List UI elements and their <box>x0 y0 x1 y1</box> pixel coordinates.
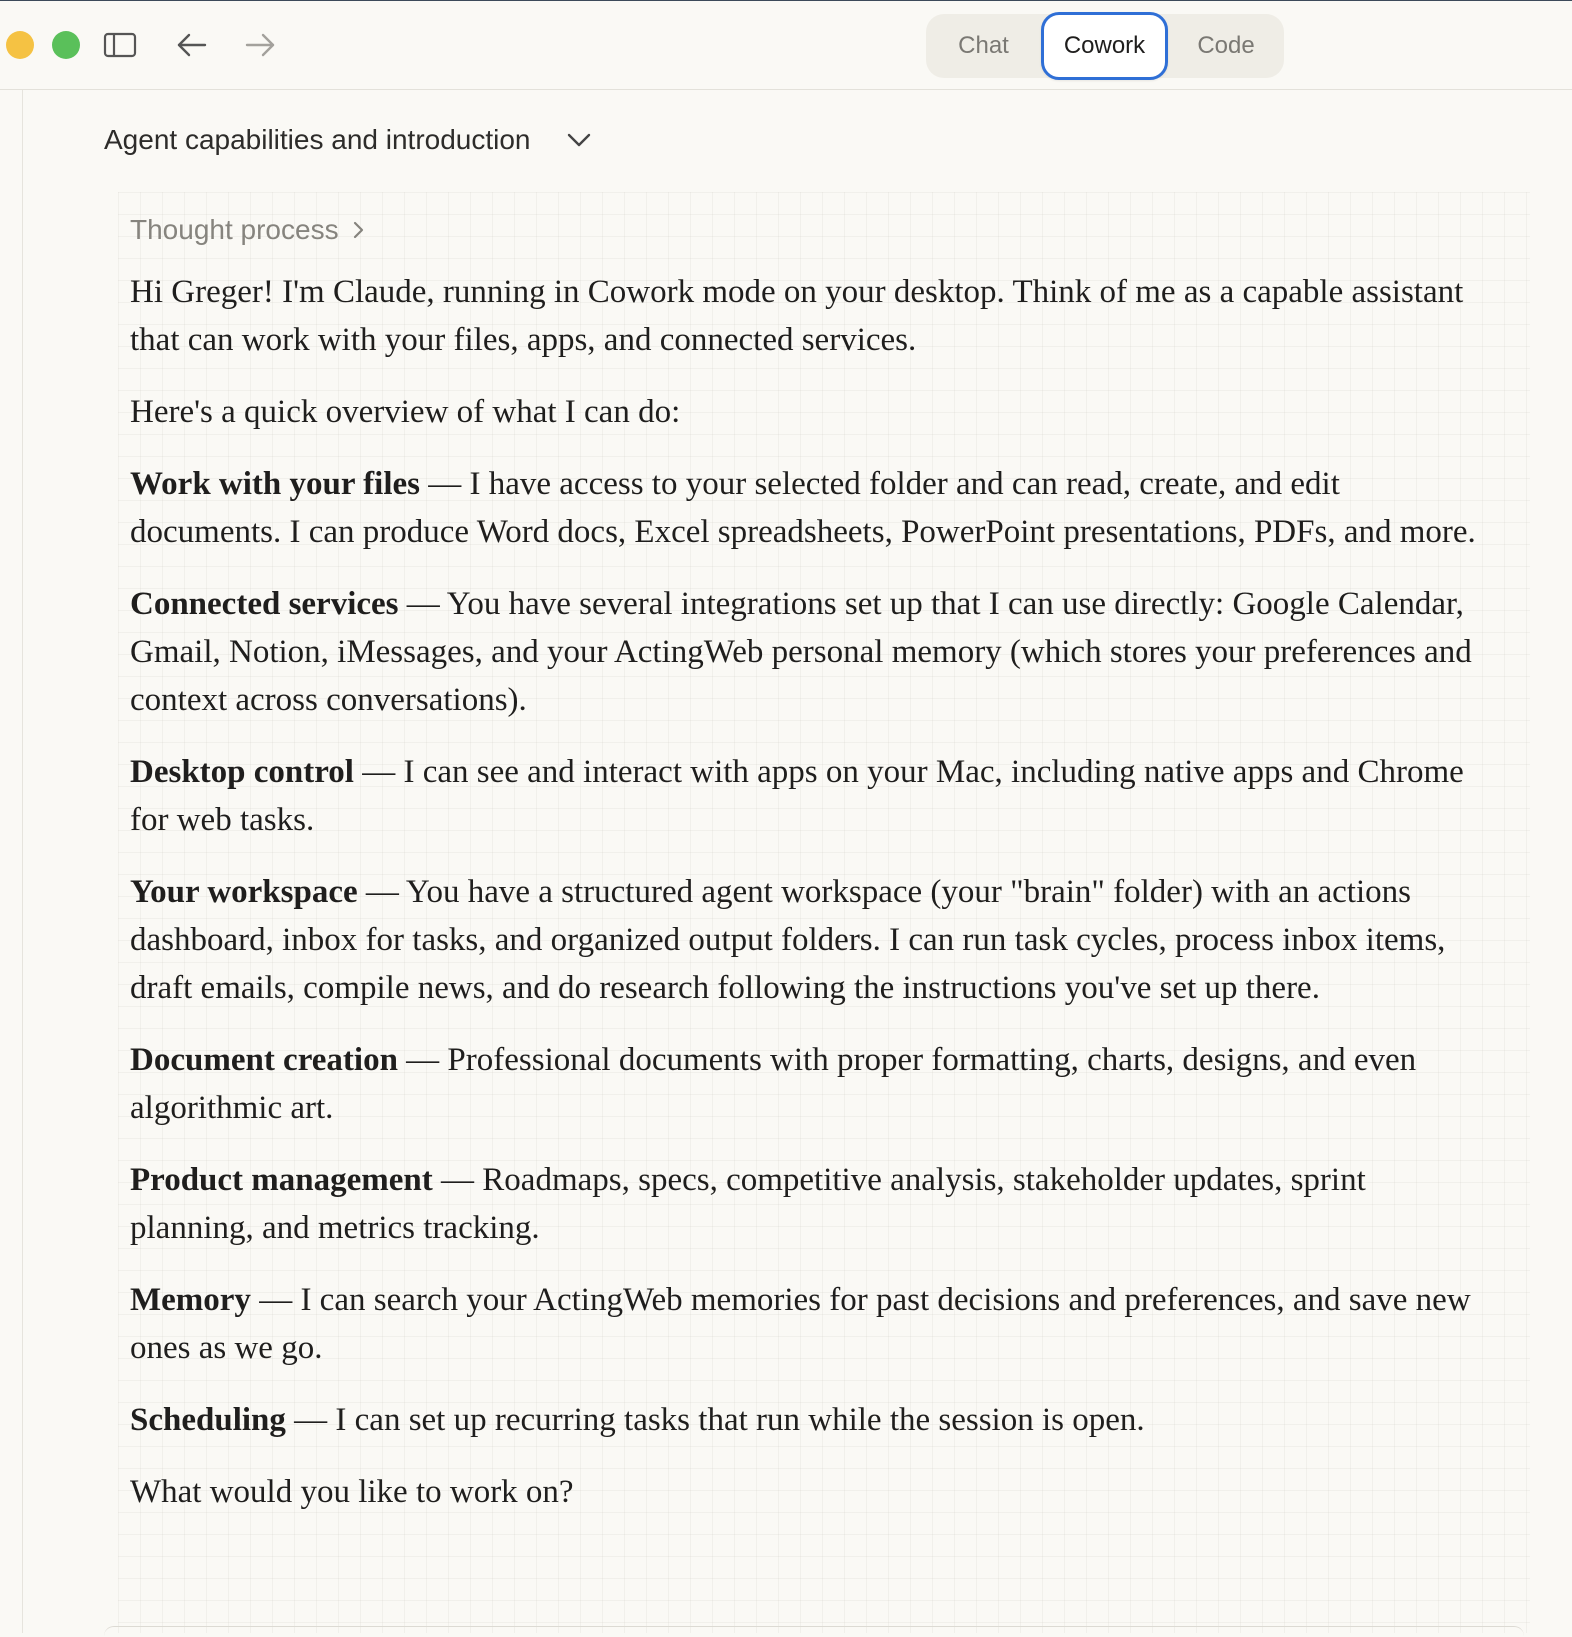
thought-process-toggle[interactable] <box>130 210 365 250</box>
tab-cowork[interactable]: Cowork <box>1041 12 1168 80</box>
conversation-title: Agent capabilities and introduction <box>104 124 531 155</box>
message-closing: What would you like to work on? <box>130 1474 574 1510</box>
tab-code[interactable]: Code <box>1197 32 1255 59</box>
capability-item <box>130 1396 1490 1444</box>
capability-item <box>130 1276 1490 1372</box>
zoom-window-button[interactable] <box>52 31 80 59</box>
capability-item <box>130 1036 1490 1132</box>
arrow-left-icon[interactable] <box>174 27 210 63</box>
capability-item <box>130 748 1490 844</box>
assistant-message <box>130 268 1490 1540</box>
capability-title: Desktop control <box>130 754 354 790</box>
sidebar-divider <box>22 90 23 1633</box>
title-bar <box>0 0 1572 90</box>
capability-item <box>130 580 1490 724</box>
capability-text: — Professional documents with proper formatting, charts, designs, and even algorithmic art. <box>130 1042 1417 1126</box>
thought-process-label: Thought process <box>130 214 339 245</box>
capability-title: Document creation <box>130 1042 398 1078</box>
chevron-right-icon <box>353 220 365 240</box>
capability-title: Product management <box>130 1162 433 1198</box>
message-overview: Here's a quick overview of what I can do: <box>130 394 681 430</box>
capability-text: — I have access to your selected folder and can read, create, and edit documents. I can produce Word docs, Excel spreadsheets, PowerPoint presentations, PDFs, and more. <box>130 466 1476 550</box>
capability-item <box>130 460 1490 556</box>
capability-text: — I can search your ActingWeb memories for past decisions and preferences, and save new ones as we go. <box>130 1282 1471 1366</box>
minimize-window-button[interactable] <box>6 31 34 59</box>
composer-edge <box>104 1626 1524 1637</box>
conversation-header[interactable] <box>104 118 591 162</box>
capability-text: — I can set up recurring tasks that run while the session is open. <box>285 1402 1145 1438</box>
capability-title: Memory <box>130 1282 251 1318</box>
capability-title: Your workspace <box>130 874 358 910</box>
capability-item <box>130 1156 1490 1252</box>
mode-switcher <box>926 14 1284 78</box>
tab-chat[interactable]: Chat <box>958 32 1009 59</box>
sidebar-toggle-icon[interactable] <box>102 27 138 63</box>
capability-item <box>130 868 1490 1012</box>
arrow-right-icon[interactable] <box>242 27 278 63</box>
capability-title: Scheduling <box>130 1402 286 1438</box>
message-intro: Hi Greger! I'm Claude, running in Cowork mode on your desktop. Think of me as a capable assistant that can work with your files, apps, and connected services. <box>130 274 1464 358</box>
capability-text: — Roadmaps, specs, competitive analysis, stakeholder updates, sprint planning, and metrics tracking. <box>130 1162 1366 1246</box>
chevron-down-icon[interactable] <box>567 133 591 147</box>
capability-title: Work with your files <box>130 466 420 502</box>
capability-title: Connected services <box>130 586 399 622</box>
capability-text: — You have several integrations set up that I can use directly: Google Calendar, Gmail, Notion, iMessages, and your ActingWeb personal memory (which stores your preferences and context across conversations). <box>130 586 1472 718</box>
capability-text: — You have a structured agent workspace (your "brain" folder) with an actions dashboard, inbox for tasks, and organized output folders. I can run task cycles, process inbox items, draft emails, compile news, and do research following the instructions you've set up there. <box>130 874 1446 1006</box>
capability-text: — I can see and interact with apps on your Mac, including native apps and Chrome for web tasks. <box>130 754 1464 838</box>
